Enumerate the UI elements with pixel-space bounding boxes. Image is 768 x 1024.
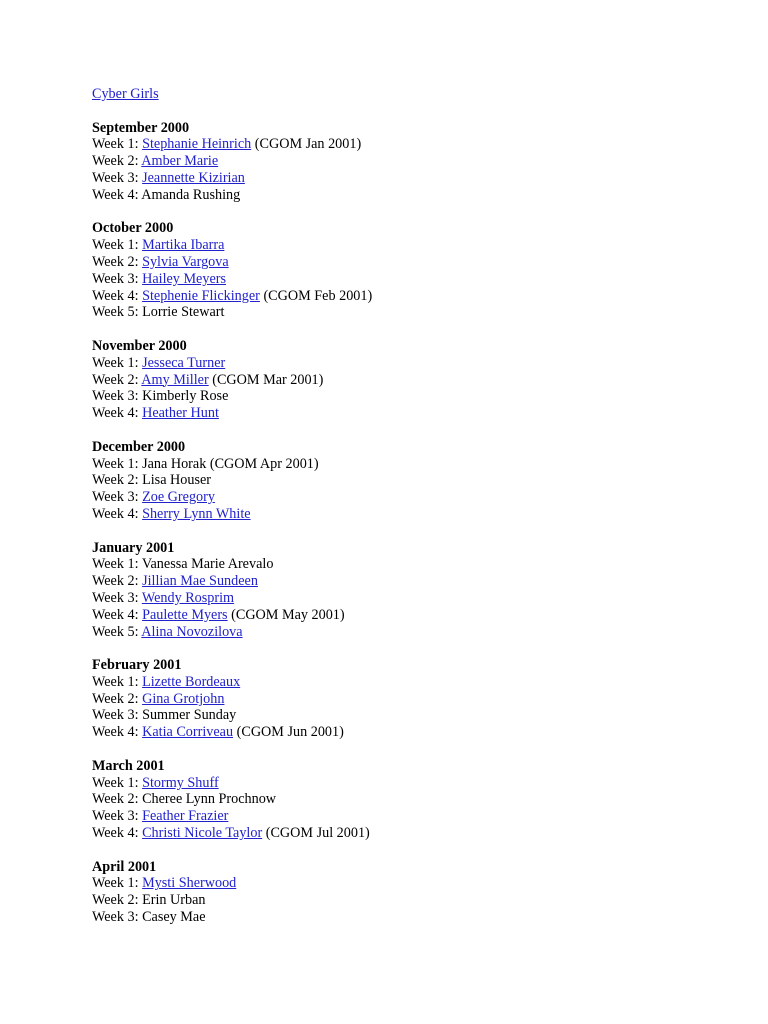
week-label: Week 1: [92,237,139,254]
model-name: Casey Mae [142,909,206,926]
document-body [92,86,732,943]
model-name-link[interactable]: Mysti Sherwood [142,875,237,892]
week-label: Week 3: [92,489,139,506]
month-section [92,758,732,842]
cgom-note: (CGOM Mar 2001) [212,371,324,388]
model-name-link[interactable]: Gina Grotjohn [142,690,225,707]
week-label: Week 3: [92,169,139,186]
month-heading: September 2000 [92,119,190,136]
week-label: Week 5: [92,623,139,640]
week-entry [92,724,732,741]
week-label: Week 1: [92,875,139,892]
week-entry [92,372,732,389]
month-section [92,120,732,204]
month-heading: April 2001 [92,858,157,875]
week-label: Week 4: [92,724,139,741]
week-label: Week 2: [92,253,139,270]
week-entry [92,791,732,808]
model-name-link[interactable]: Jeannette Kizirian [142,169,245,186]
week-entry [92,489,732,506]
week-entry [92,288,732,305]
week-label: Week 1: [92,774,139,791]
week-entry [92,825,732,842]
model-name-link[interactable]: Amy Miller [141,371,209,388]
week-entry [92,506,732,523]
month-heading: November 2000 [92,337,187,354]
model-name: Lisa Houser [142,472,212,489]
week-entry [92,187,732,204]
week-entry [92,573,732,590]
week-entry [92,875,732,892]
month-section [92,220,732,321]
model-name-link[interactable]: Feather Frazier [142,808,229,825]
month-section [92,859,732,926]
week-label: Week 1: [92,354,139,371]
week-label: Week 3: [92,589,139,606]
month-heading: March 2001 [92,757,165,774]
cgom-note: (CGOM Feb 2001) [263,287,373,304]
week-entry [92,456,732,473]
week-label: Week 4: [92,405,139,422]
week-label: Week 2: [92,690,139,707]
cgom-note: (CGOM Jul 2001) [265,825,370,842]
model-name-link[interactable]: Amber Marie [141,153,219,170]
week-label: Week 1: [92,556,139,573]
month-heading: December 2000 [92,438,186,455]
model-name-link[interactable]: Stephenie Flickinger [142,287,260,304]
model-name-link[interactable]: Katia Corriveau [142,724,234,741]
week-label: Week 4: [92,287,139,304]
week-entry [92,607,732,624]
model-name-link[interactable]: Stephanie Heinrich [142,136,252,153]
model-name: Jana Horak [142,455,207,472]
week-label: Week 3: [92,388,139,405]
model-name-link[interactable]: Sylvia Vargova [142,253,229,270]
week-label: Week 1: [92,673,139,690]
week-entry [92,674,732,691]
model-name-link[interactable]: Hailey Meyers [142,270,226,287]
week-label: Week 3: [92,270,139,287]
week-entry [92,808,732,825]
week-entry [92,775,732,792]
month-section [92,540,732,641]
week-entry [92,624,732,641]
week-entry [92,892,732,909]
week-entry [92,405,732,422]
month-section [92,657,732,741]
model-name: Cheree Lynn Prochnow [142,791,277,808]
model-name-link[interactable]: Christi Nicole Taylor [142,825,263,842]
week-entry [92,590,732,607]
week-label: Week 3: [92,808,139,825]
week-entry [92,388,732,405]
week-label: Week 4: [92,606,139,623]
week-entry [92,136,732,153]
week-label: Week 2: [92,892,139,909]
cgom-note: (CGOM May 2001) [231,606,345,623]
model-name: Lorrie Stewart [142,304,225,321]
model-name-link[interactable]: Jesseca Turner [142,354,226,371]
cgom-note: (CGOM Jan 2001) [254,136,362,153]
week-label: Week 4: [92,505,139,522]
model-name-link[interactable]: Stormy Shuff [142,774,219,791]
week-entry [92,472,732,489]
model-name-link[interactable]: Lizette Bordeaux [142,673,241,690]
week-entry [92,909,732,926]
month-section [92,439,732,523]
week-entry [92,271,732,288]
week-label: Week 2: [92,472,139,489]
cyber-girls-link[interactable]: Cyber Girls [92,86,159,102]
week-label: Week 3: [92,909,139,926]
month-section [92,338,732,422]
model-name-link[interactable]: Jillian Mae Sundeen [142,573,258,590]
model-name-link[interactable]: Heather Hunt [142,405,219,422]
week-entry [92,153,732,170]
cgom-note: (CGOM Jun 2001) [236,724,344,741]
month-heading: October 2000 [92,220,174,237]
model-name-link[interactable]: Zoe Gregory [142,489,215,506]
week-label: Week 1: [92,136,139,153]
week-entry [92,691,732,708]
month-heading: February 2001 [92,657,182,674]
model-name: Erin Urban [142,892,206,909]
week-label: Week 1: [92,455,139,472]
model-name: Vanessa Marie Arevalo [141,556,274,573]
week-entry [92,707,732,724]
week-label: Week 4: [92,825,139,842]
week-label: Week 2: [92,371,139,388]
month-heading: January 2001 [92,539,175,556]
model-name-link[interactable]: Martika Ibarra [142,237,225,254]
week-entry [92,254,732,271]
model-name: Summer Sunday [142,707,237,724]
model-name-link[interactable]: Sherry Lynn White [142,505,251,522]
model-name-link[interactable]: Alina Novozilova [141,623,243,640]
week-label: Week 2: [92,573,139,590]
model-name: Kimberly Rose [142,388,229,405]
model-name-link[interactable]: Wendy Rosprim [141,589,235,606]
week-entry [92,237,732,254]
week-label: Week 2: [92,153,139,170]
cgom-note: (CGOM Apr 2001) [209,455,319,472]
week-label: Week 2: [92,791,139,808]
week-label: Week 5: [92,304,139,321]
model-name-link[interactable]: Paulette Myers [142,606,228,623]
week-label: Week 4: [92,186,139,203]
week-entry [92,170,732,187]
week-label: Week 3: [92,707,139,724]
week-entry [92,355,732,372]
model-name: Amanda Rushing [141,186,241,203]
week-entry [92,556,732,573]
week-entry [92,304,732,321]
month-sections [92,120,732,926]
